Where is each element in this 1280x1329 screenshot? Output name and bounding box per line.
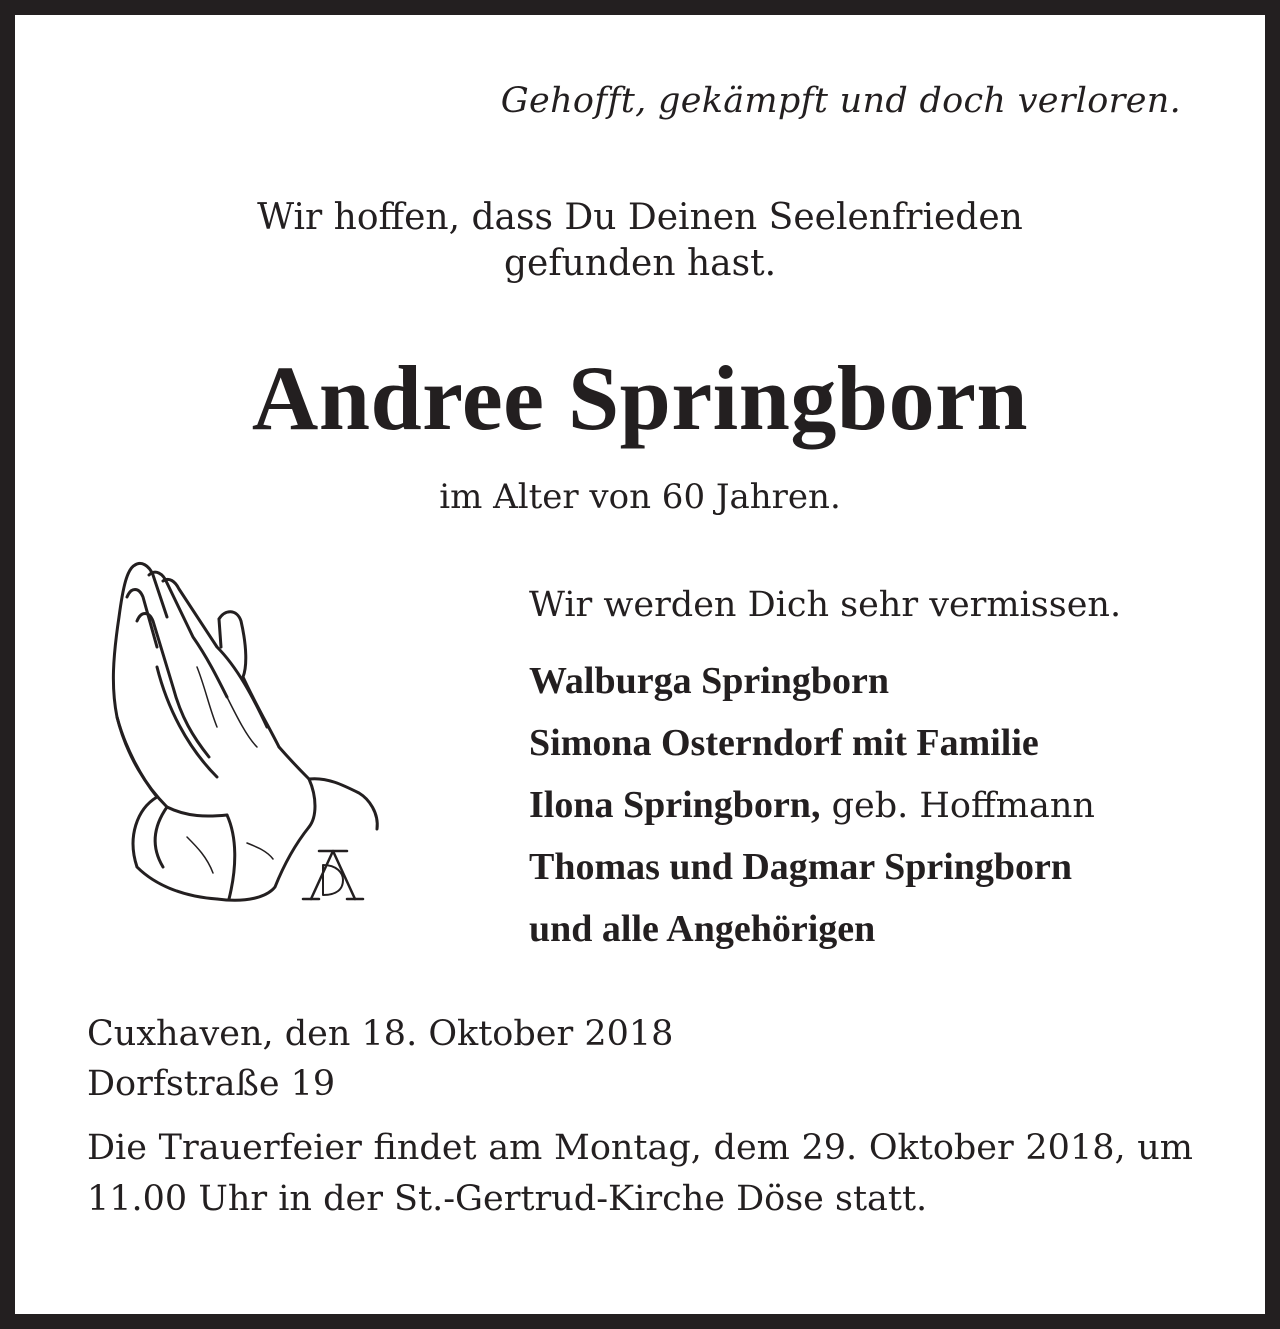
praying-hands-icon xyxy=(97,547,397,917)
place-and-address xyxy=(87,1009,673,1109)
obituary-notice xyxy=(15,15,1265,1314)
place-date: Cuxhaven, den 18. Oktober 2018 xyxy=(87,1014,674,1054)
motto: Gehofft, gekämpft und doch verloren. xyxy=(500,81,1181,121)
service-announcement: Die Trauerfeier findet am Montag, dem 29. Oktober 2018, um 11.00 Uhr in der St.-Gertrud-Kirche Döse statt. xyxy=(87,1128,1193,1219)
age-line: im Alter von 60 Jahren. xyxy=(439,477,841,517)
address: Dorfstraße 19 xyxy=(87,1064,336,1104)
mourner-item: Ilona Springborn, geb. Hoffmann xyxy=(529,784,1095,826)
intro-text xyxy=(15,195,1265,287)
miss-line: Wir werden Dich sehr vermissen. xyxy=(529,585,1122,625)
deceased-name: Andree Springborn xyxy=(251,347,1029,449)
mourner-item: Walburga Springborn xyxy=(529,660,890,702)
intro-line-1: Wir hoffen, dass Du Deinen Seelenfrieden xyxy=(257,197,1023,238)
mourner-item: Simona Osterndorf mit Familie xyxy=(529,722,1039,764)
mourner-item: und alle Angehörigen xyxy=(529,908,876,950)
mourners-list xyxy=(529,651,1095,961)
mourner-item: Thomas und Dagmar Springborn xyxy=(529,846,1073,888)
intro-line-2: gefunden hast. xyxy=(503,243,777,284)
